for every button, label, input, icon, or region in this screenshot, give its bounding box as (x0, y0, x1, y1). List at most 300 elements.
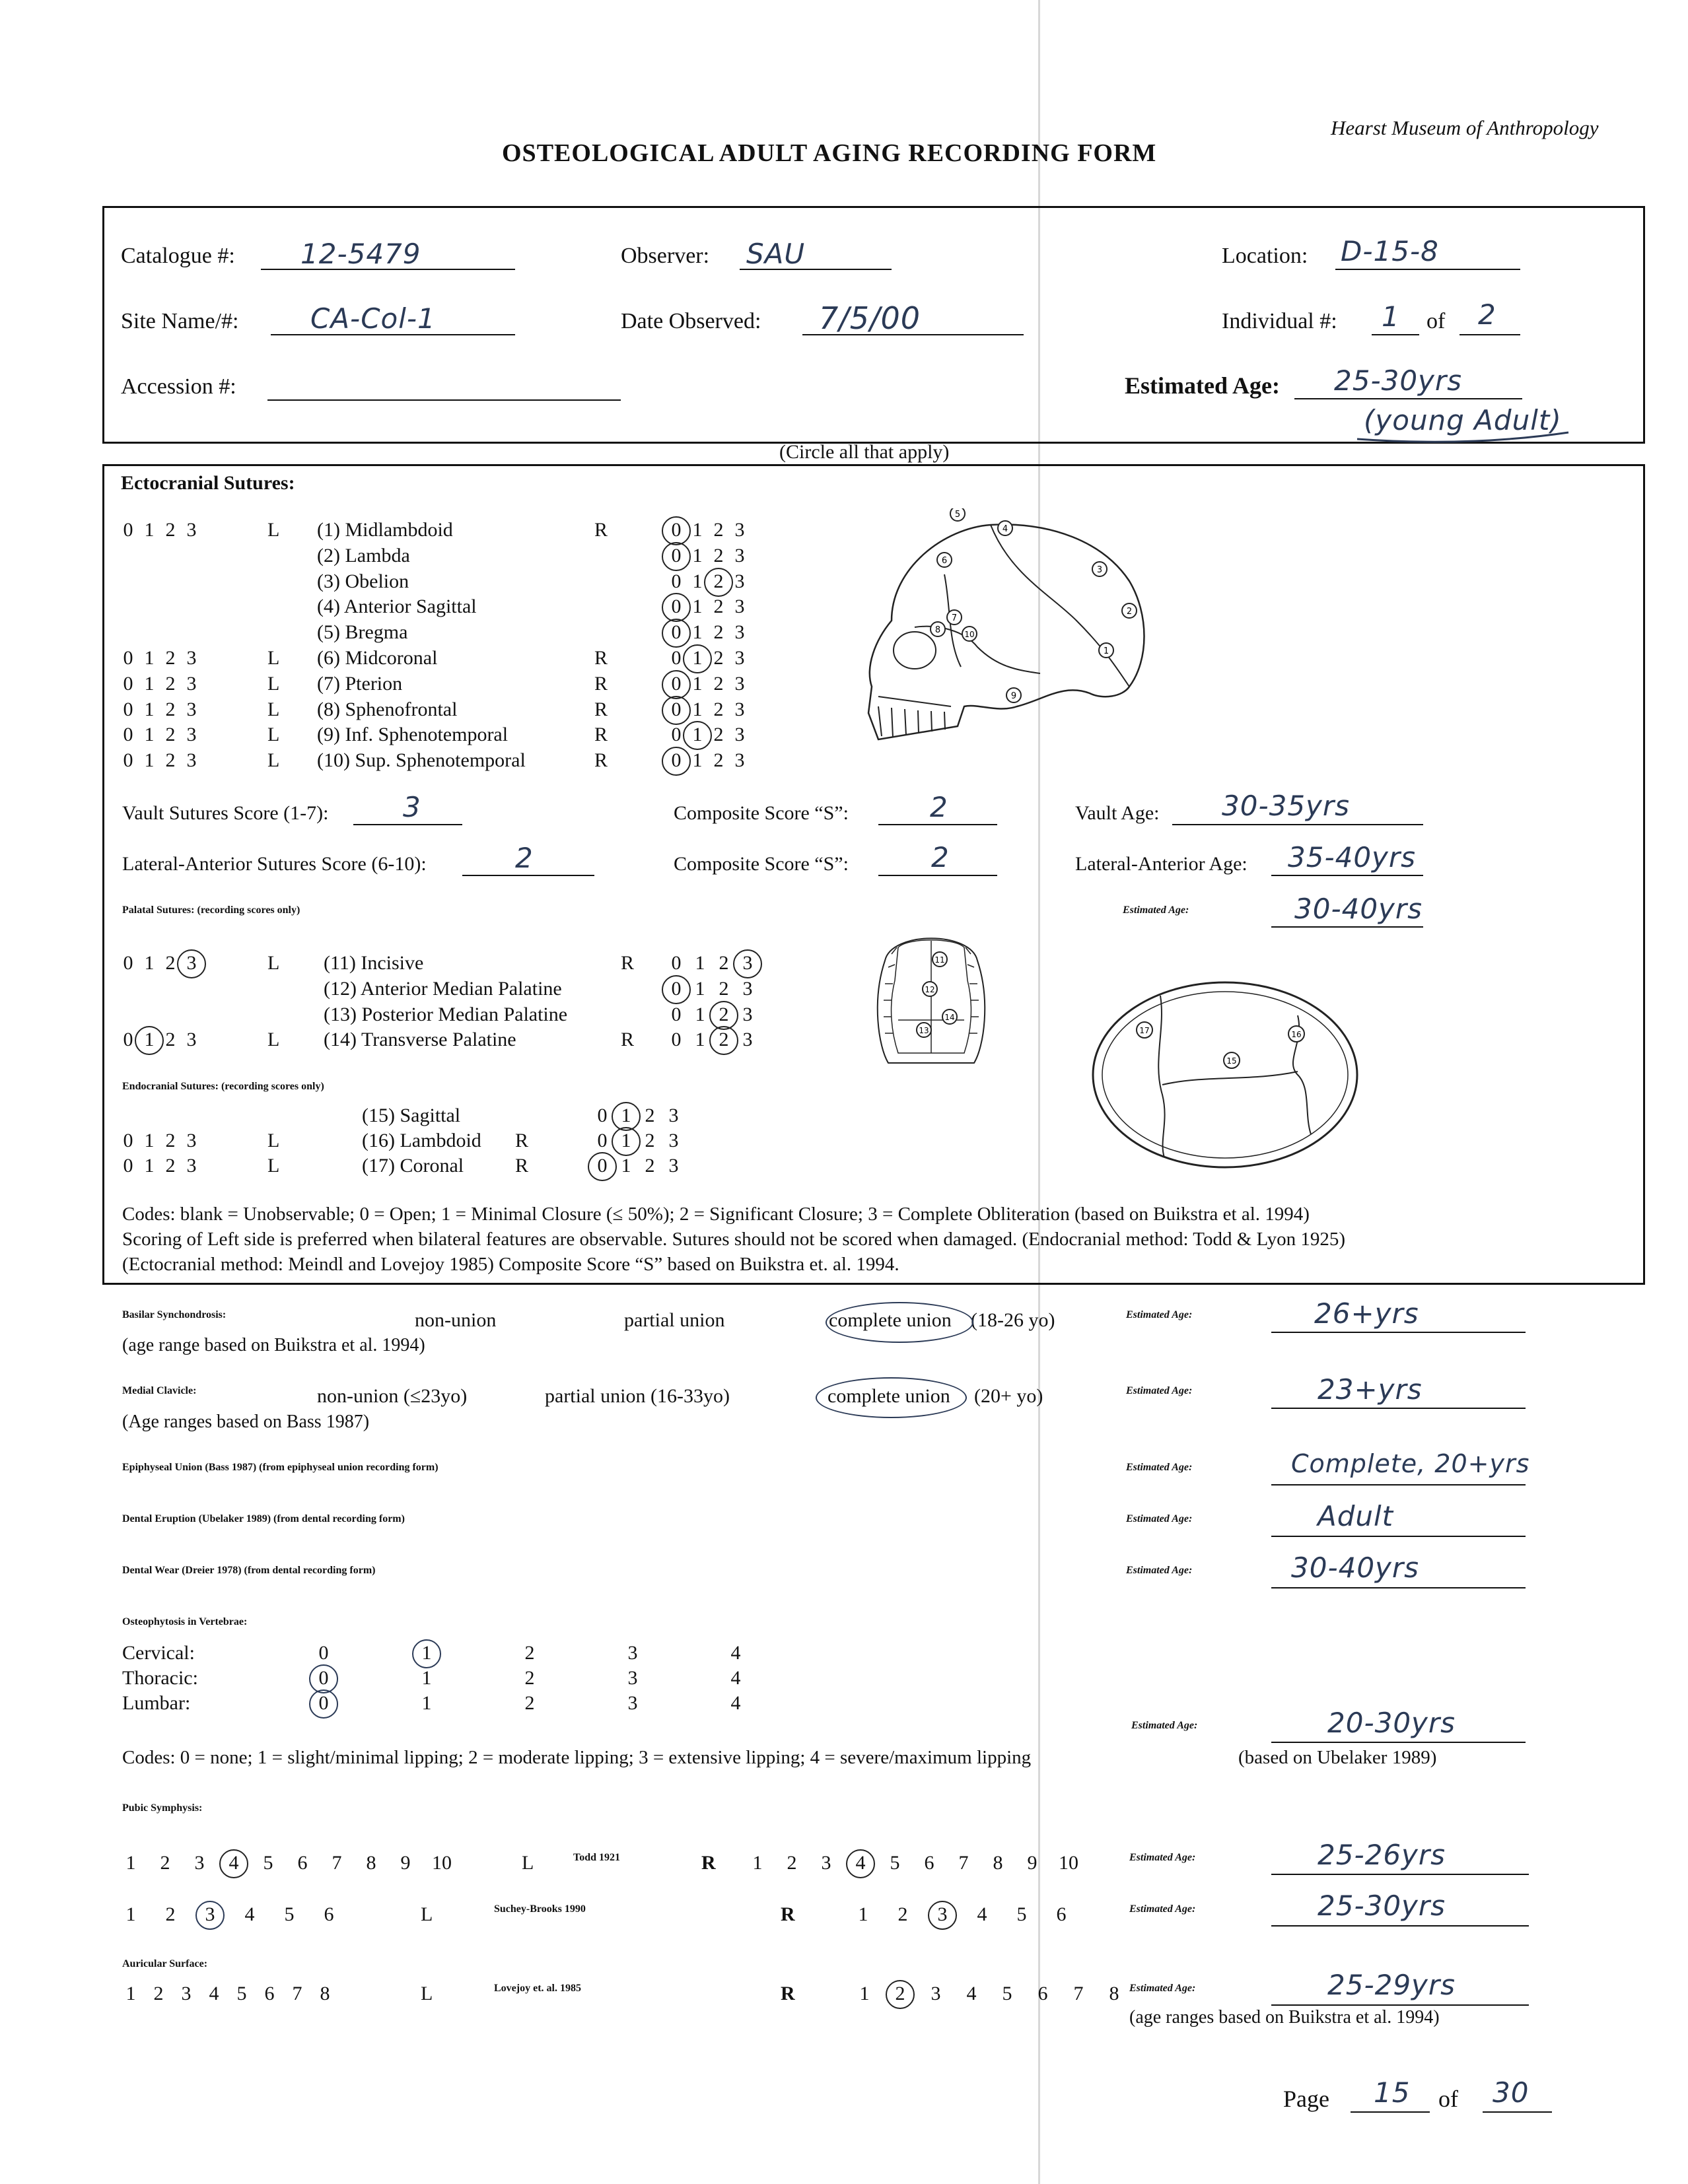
location-value: D-15-8 (1341, 235, 1439, 267)
skull-label-7: 7 (951, 613, 958, 623)
est-age-note-underline (1351, 399, 1588, 452)
palatal-11-right-score-1[interactable]: 1 (695, 952, 705, 974)
page-label: Page (1283, 2086, 1329, 2112)
lat-score-label: Lateral-Anterior Sutures Score (6-10): (122, 853, 427, 875)
sb-right-score-6[interactable]: 6 (1056, 1903, 1067, 1925)
osteo-lumbar-score-2[interactable]: 2 (524, 1692, 535, 1714)
basilar-opt-complete[interactable]: complete union (829, 1309, 952, 1331)
todd-left-score-8[interactable]: 8 (366, 1852, 376, 1874)
ecto-10-right-score-0[interactable]: 0 (671, 749, 682, 772)
ecto-9-left-marker: L (267, 724, 280, 746)
todd-left-score-1[interactable]: 1 (125, 1852, 136, 1874)
date-label: Date Observed: (621, 309, 761, 333)
endo-17-right-marker: R (515, 1155, 529, 1177)
osteo-lumbar-score-1[interactable]: 1 (421, 1692, 432, 1714)
osteo-cervical-score-2[interactable]: 2 (524, 1642, 535, 1664)
endo-16-left-score-1[interactable]: 1 (144, 1130, 155, 1151)
osteo-lumbar-score-3[interactable]: 3 (627, 1692, 638, 1714)
todd-left-score-4[interactable]: 4 (229, 1852, 239, 1874)
osteo-lumbar-score-4[interactable]: 4 (730, 1692, 741, 1714)
ecto-5-right-score-0[interactable]: 0 (671, 621, 682, 644)
endo-15-name: (15) Sagittal (362, 1105, 461, 1126)
osteo-cervical-score-4[interactable]: 4 (730, 1642, 741, 1664)
ecto-5-right-score-1[interactable]: 1 (692, 621, 703, 644)
ecto-6-right-marker: R (594, 647, 608, 669)
ecto-1-right-circle (662, 516, 691, 545)
eruption-label: Dental Eruption (Ubelaker 1989) (from dental recording form) (122, 1513, 405, 1524)
skull-label-1: 1 (1103, 646, 1109, 656)
palate-label-12: 12 (925, 985, 935, 994)
todd-left-score-7[interactable]: 7 (332, 1852, 342, 1874)
ecto-7-name: (7) Pterion (317, 672, 403, 695)
ecto-6-left-score-2[interactable]: 2 (165, 647, 176, 669)
ecto-1-right-score-3[interactable]: 3 (734, 519, 745, 541)
palatal-14-name: (14) Transverse Palatine (324, 1029, 516, 1051)
vault-label-17: 17 (1139, 1026, 1150, 1035)
composite1-label: Composite Score “S”: (674, 802, 849, 824)
palatal-13-right-score-2[interactable]: 2 (719, 1003, 729, 1025)
ecto-3-right-score-3[interactable]: 3 (734, 570, 745, 592)
clavicle-note: (Age ranges based on Bass 1987) (122, 1412, 370, 1432)
palatal-11-left-score-2[interactable]: 2 (165, 952, 176, 974)
ecto-10-right-circle (662, 747, 691, 776)
todd-right-score-9[interactable]: 9 (1027, 1852, 1037, 1874)
sb-est-field[interactable] (1271, 1925, 1529, 1927)
auricular-right-score-1[interactable]: 1 (859, 1983, 870, 2004)
todd-right-score-5[interactable]: 5 (890, 1852, 900, 1874)
palatal-12-right-score-2[interactable]: 2 (719, 977, 729, 1000)
wear-label: Dental Wear (Dreier 1978) (from dental recording form) (122, 1565, 376, 1576)
basilar-opt-nonunion[interactable]: non-union (415, 1309, 497, 1331)
ecto-9-right-score-3[interactable]: 3 (734, 724, 745, 746)
auricular-right-score-6[interactable]: 6 (1037, 1983, 1048, 2004)
palatal-12-name: (12) Anterior Median Palatine (324, 977, 562, 1000)
auricular-note: (age ranges based on Buikstra et al. 1994) (1129, 2007, 1440, 2028)
ecto-7-right-score-2[interactable]: 2 (713, 672, 724, 695)
palatal-14-left-score-0[interactable]: 0 (123, 1029, 133, 1051)
ecto-9-left-score-0[interactable]: 0 (123, 724, 133, 746)
vault-age-field[interactable] (1172, 824, 1423, 825)
ecto-8-left-score-3[interactable]: 3 (186, 698, 197, 720)
page-total-value: 30 (1493, 2076, 1530, 2109)
accession-label: Accession #: (121, 374, 236, 399)
ecto-8-right-score-1[interactable]: 1 (692, 698, 703, 720)
ecto-4-right-score-0[interactable]: 0 (671, 596, 682, 618)
auricular-left-score-4[interactable]: 4 (209, 1983, 219, 2004)
osteo-est-field[interactable] (1271, 1742, 1526, 1743)
ecto-5-right-score-3[interactable]: 3 (734, 621, 745, 644)
skull-label-10: 10 (964, 630, 975, 639)
composite1-field[interactable] (878, 824, 997, 825)
ecto-9-right-score-1[interactable]: 1 (692, 724, 703, 746)
individual-field[interactable] (1372, 334, 1419, 335)
palatal-11-name: (11) Incisive (324, 952, 424, 974)
ecto-10-name: (10) Sup. Sphenotemporal (317, 749, 526, 772)
ecto-10-right-marker: R (594, 749, 608, 772)
palatal-11-left-circle (177, 949, 206, 978)
clavicle-est-value: 23+yrs (1318, 1373, 1423, 1406)
individual-total-field[interactable] (1459, 334, 1520, 335)
basilar-est-field[interactable] (1271, 1332, 1526, 1333)
palatal-14-left-score-3[interactable]: 3 (186, 1029, 197, 1051)
ecto-6-right-score-0[interactable]: 0 (671, 647, 682, 669)
endo-17-right-score-1[interactable]: 1 (621, 1155, 631, 1177)
palatal-14-right-score-2[interactable]: 2 (719, 1029, 729, 1051)
ecto-10-left-score-2[interactable]: 2 (165, 749, 176, 772)
skull-label-3: 3 (1096, 565, 1103, 575)
ecto-10-left-score-3[interactable]: 3 (186, 749, 197, 772)
ecto-8-left-score-0[interactable]: 0 (123, 698, 133, 720)
ecto-1-left-score-2[interactable]: 2 (165, 519, 176, 541)
endo-16-right-marker: R (515, 1130, 529, 1151)
palatal-12-right-score-3[interactable]: 3 (742, 977, 753, 1000)
ecto-3-right-score-2[interactable]: 2 (713, 570, 724, 592)
ecto-7-left-score-0[interactable]: 0 (123, 672, 133, 695)
todd-left-score-10[interactable]: 10 (432, 1852, 452, 1874)
lat-score-value: 2 (515, 842, 534, 874)
lat-age-field[interactable] (1271, 875, 1423, 876)
ecto-2-right-score-2[interactable]: 2 (713, 544, 724, 566)
ecto-4-right-score-1[interactable]: 1 (692, 596, 703, 618)
sb-right-marker: R (781, 1903, 795, 1925)
todd-left-score-3[interactable]: 3 (194, 1852, 205, 1874)
sb-right-score-1[interactable]: 1 (858, 1903, 868, 1925)
endo-16-left-score-0[interactable]: 0 (123, 1130, 133, 1151)
palatal-14-right-score-3[interactable]: 3 (742, 1029, 753, 1051)
ecto-1-name: (1) Midlambdoid (317, 519, 453, 541)
ecto-9-left-score-2[interactable]: 2 (165, 724, 176, 746)
composite2-field[interactable] (878, 875, 997, 876)
endo-16-left-score-2[interactable]: 2 (165, 1130, 176, 1151)
ecto-6-right-score-3[interactable]: 3 (734, 647, 745, 669)
endo-16-right-score-0[interactable]: 0 (597, 1130, 608, 1151)
sb-label: Suchey-Brooks 1990 (494, 1903, 586, 1915)
endo-15-right-score-1[interactable]: 1 (621, 1105, 631, 1126)
sb-left-score-4[interactable]: 4 (244, 1903, 255, 1925)
osteo-cervical-score-3[interactable]: 3 (627, 1642, 638, 1664)
auricular-left-score-7[interactable]: 7 (292, 1983, 302, 2004)
ecto-1-left-score-1[interactable]: 1 (144, 519, 155, 541)
ecto-2-right-score-0[interactable]: 0 (671, 544, 682, 566)
ecto-8-right-score-0[interactable]: 0 (671, 698, 682, 720)
todd-right-score-10[interactable]: 10 (1059, 1852, 1078, 1874)
epiphyseal-label: Epiphyseal Union (Bass 1987) (from epiphyseal union recording form) (122, 1462, 439, 1473)
codes-line-3: (Ectocranial method: Meindl and Lovejoy 1985) Composite Score “S” based on Buikstra et. al. 1994. (122, 1254, 899, 1275)
ecto-5-name: (5) Bregma (317, 621, 408, 644)
epiphyseal-est-field[interactable] (1271, 1484, 1526, 1485)
clavicle-est-field[interactable] (1271, 1408, 1526, 1409)
endo-17-left-score-1[interactable]: 1 (144, 1155, 155, 1177)
todd-right-score-3[interactable]: 3 (821, 1852, 831, 1874)
palatal-11-left-score-0[interactable]: 0 (123, 952, 133, 974)
auricular-left-score-6[interactable]: 6 (264, 1983, 275, 2004)
ecto-5-right-score-2[interactable]: 2 (713, 621, 724, 644)
todd-right-score-4[interactable]: 4 (855, 1852, 866, 1874)
osteo-thoracic-score-4[interactable]: 4 (730, 1667, 741, 1689)
ecto-2-right-circle (662, 542, 691, 571)
todd-right-marker: R (701, 1852, 716, 1874)
todd-right-score-7[interactable]: 7 (958, 1852, 969, 1874)
sb-right-score-3[interactable]: 3 (937, 1903, 948, 1925)
ecto-7-left-score-2[interactable]: 2 (165, 672, 176, 695)
observer-value: SAU (746, 238, 806, 270)
ecto-3-name: (3) Obelion (317, 570, 409, 592)
ecto-10-left-score-1[interactable]: 1 (144, 749, 155, 772)
auricular-left-score-8[interactable]: 8 (320, 1983, 330, 2004)
palatal-11-left-marker: L (267, 952, 280, 974)
auricular-left-score-2[interactable]: 2 (153, 1983, 164, 2004)
ecto-10-left-score-0[interactable]: 0 (123, 749, 133, 772)
vault-score-label: Vault Sutures Score (1-7): (122, 802, 329, 824)
auricular-left-score-3[interactable]: 3 (181, 1983, 192, 2004)
ecto-9-left-score-3[interactable]: 3 (186, 724, 197, 746)
clavicle-opt-nonunion[interactable]: non-union (≤23yo) (317, 1385, 468, 1407)
endo-17-left-score-0[interactable]: 0 (123, 1155, 133, 1177)
page-field[interactable] (1351, 2111, 1430, 2113)
ecto-8-left-score-1[interactable]: 1 (144, 698, 155, 720)
ecto-2-right-score-3[interactable]: 3 (734, 544, 745, 566)
ecto-2-right-score-1[interactable]: 1 (692, 544, 703, 566)
palatal-11-right-circle (733, 949, 762, 978)
ecto-6-left-score-0[interactable]: 0 (123, 647, 133, 669)
palatal-14-right-score-0[interactable]: 0 (671, 1029, 682, 1051)
osteo-thoracic-score-2[interactable]: 2 (524, 1667, 535, 1689)
osteo-cervical-score-0[interactable]: 0 (318, 1642, 329, 1664)
palate-diagram (859, 921, 1004, 1073)
osteo-est-value: 20-30yrs (1327, 1707, 1456, 1739)
ecto-3-right-score-0[interactable]: 0 (671, 570, 682, 592)
est-age-value: 25-30yrs (1334, 364, 1463, 397)
sb-left-score-5[interactable]: 5 (284, 1903, 295, 1925)
todd-right-score-6[interactable]: 6 (924, 1852, 934, 1874)
endo-17-left-score-2[interactable]: 2 (165, 1155, 176, 1177)
individual-value: 1 (1382, 300, 1400, 333)
clavicle-selection-circle (816, 1377, 967, 1418)
ecto-7-right-circle (662, 670, 691, 699)
palatal-11-right-score-3[interactable]: 3 (742, 952, 753, 974)
ecto-10-right-score-1[interactable]: 1 (692, 749, 703, 772)
palatal-13-right-score-3[interactable]: 3 (742, 1003, 753, 1025)
ecto-10-right-score-2[interactable]: 2 (713, 749, 724, 772)
ecto-4-right-score-2[interactable]: 2 (713, 596, 724, 618)
vault-age-label: Vault Age: (1075, 802, 1160, 824)
ecto-7-right-score-0[interactable]: 0 (671, 672, 682, 695)
auricular-left-marker: L (421, 1983, 433, 2004)
todd-left-circle (219, 1849, 248, 1878)
endo-15-right-score-0[interactable]: 0 (597, 1105, 608, 1126)
clavicle-est-label: Estimated Age: (1126, 1385, 1193, 1396)
endo-16-right-score-3[interactable]: 3 (668, 1130, 679, 1151)
sb-right-score-5[interactable]: 5 (1016, 1903, 1027, 1925)
endo-15-right-score-2[interactable]: 2 (645, 1105, 655, 1126)
ecto-1-right-score-2[interactable]: 2 (713, 519, 724, 541)
todd-right-circle (846, 1849, 875, 1878)
todd-est-label: Estimated Age: (1129, 1852, 1196, 1863)
auricular-est-field[interactable] (1271, 2004, 1529, 2006)
ecto-heading: Ectocranial Sutures: (121, 472, 295, 494)
osteo-thoracic-score-0[interactable]: 0 (318, 1667, 329, 1689)
osteo-based: (based on Ubelaker 1989) (1238, 1747, 1437, 1768)
sb-left-marker: L (421, 1903, 433, 1925)
palate-label-13: 13 (919, 1026, 929, 1035)
endo-16-left-score-3[interactable]: 3 (186, 1130, 197, 1151)
todd-left-score-9[interactable]: 9 (400, 1852, 411, 1874)
ecto-6-right-score-2[interactable]: 2 (713, 647, 724, 669)
basilar-opt-partial[interactable]: partial union (624, 1309, 725, 1331)
endo-17-name: (17) Coronal (362, 1155, 464, 1177)
todd-label: Todd 1921 (573, 1852, 620, 1863)
auricular-right-score-3[interactable]: 3 (931, 1983, 941, 2004)
page-total-field[interactable] (1483, 2111, 1552, 2113)
eruption-est-value: Adult (1318, 1500, 1394, 1532)
palatal-14-right-score-1[interactable]: 1 (695, 1029, 705, 1051)
skull-lateral-diagram (852, 508, 1169, 746)
skull-label-4: 4 (1002, 524, 1008, 534)
palatal-13-right-score-0[interactable]: 0 (671, 1003, 682, 1025)
endo-17-right-score-0[interactable]: 0 (597, 1155, 608, 1177)
clavicle-opt-complete[interactable]: complete union (827, 1385, 950, 1407)
ecto-6-left-score-3[interactable]: 3 (186, 647, 197, 669)
endo-17-left-marker: L (267, 1155, 280, 1177)
lat-age-label: Lateral-Anterior Age: (1075, 853, 1248, 875)
ecto-9-right-score-2[interactable]: 2 (713, 724, 724, 746)
ecto-6-right-circle (683, 644, 712, 673)
palatal-11-left-score-3[interactable]: 3 (186, 952, 197, 974)
endo-17-left-score-3[interactable]: 3 (186, 1155, 197, 1177)
lat-score-field[interactable] (462, 875, 594, 876)
ecto-6-right-score-1[interactable]: 1 (692, 647, 703, 669)
auricular-left-score-1[interactable]: 1 (125, 1983, 136, 2004)
osteo-cervical-score-1[interactable]: 1 (421, 1642, 432, 1664)
palatal-11-left-score-1[interactable]: 1 (144, 952, 155, 974)
palatal-14-left-score-1[interactable]: 1 (144, 1029, 155, 1051)
palatal-11-right-score-0[interactable]: 0 (671, 952, 682, 974)
auricular-right-score-7[interactable]: 7 (1073, 1983, 1084, 2004)
palatal-13-right-score-1[interactable]: 1 (695, 1003, 705, 1025)
auricular-right-circle (886, 1980, 915, 2009)
endo-17-right-score-2[interactable]: 2 (645, 1155, 655, 1177)
clavicle-opt-partial[interactable]: partial union (16-33yo) (545, 1385, 730, 1407)
site-value: CA-Col-1 (310, 302, 436, 335)
ecto-8-right-score-3[interactable]: 3 (734, 698, 745, 720)
palatal-12-right-score-0[interactable]: 0 (671, 977, 682, 1000)
ecto-1-left-score-0[interactable]: 0 (123, 519, 133, 541)
auricular-right-score-2[interactable]: 2 (895, 1983, 905, 2004)
palatal-12-right-score-1[interactable]: 1 (695, 977, 705, 1000)
ecto-10-right-score-3[interactable]: 3 (734, 749, 745, 772)
vault-score-field[interactable] (353, 824, 462, 825)
sb-right-score-4[interactable]: 4 (977, 1903, 987, 1925)
clavicle-opt-range: (20+ yo) (974, 1385, 1043, 1407)
eruption-est-field[interactable] (1271, 1536, 1526, 1537)
sb-right-score-2[interactable]: 2 (897, 1903, 908, 1925)
codes-line-2: Scoring of Left side is preferred when bilateral features are observable. Sutures should not be scored when damaged. (Endocranial method: Todd & Lyon 1925) (122, 1229, 1346, 1250)
ecto-7-left-score-3[interactable]: 3 (186, 672, 197, 695)
osteo-thoracic-name: Thoracic: (122, 1667, 198, 1689)
skull-label-6: 6 (941, 556, 948, 566)
vault-label-15: 15 (1226, 1056, 1237, 1066)
endo-16-name: (16) Lambdoid (362, 1130, 481, 1151)
auricular-est-value: 25-29yrs (1327, 1969, 1456, 2001)
composite2-value: 2 (931, 841, 950, 873)
todd-left-score-6[interactable]: 6 (297, 1852, 308, 1874)
ecto-9-left-score-1[interactable]: 1 (144, 724, 155, 746)
auricular-right-score-5[interactable]: 5 (1002, 1983, 1012, 2004)
todd-right-score-2[interactable]: 2 (787, 1852, 797, 1874)
palatal-11-right-score-2[interactable]: 2 (719, 952, 729, 974)
endo-15-right-score-3[interactable]: 3 (668, 1105, 679, 1126)
ecto-5-right-circle (662, 619, 691, 648)
palatal-est-field[interactable] (1271, 926, 1423, 928)
ecto-3-right-score-1[interactable]: 1 (692, 570, 703, 592)
palatal-14-left-score-2[interactable]: 2 (165, 1029, 176, 1051)
pubic-heading: Pubic Symphysis: (122, 1802, 203, 1814)
vault-age-value: 30-35yrs (1222, 790, 1351, 822)
palatal-14-right-marker: R (621, 1029, 635, 1051)
ecto-7-right-score-1[interactable]: 1 (692, 672, 703, 695)
ecto-9-right-score-0[interactable]: 0 (671, 724, 682, 746)
wear-est-label: Estimated Age: (1126, 1565, 1193, 1576)
ecto-1-right-score-1[interactable]: 1 (692, 519, 703, 541)
auricular-right-score-4[interactable]: 4 (966, 1983, 977, 2004)
todd-left-score-5[interactable]: 5 (263, 1852, 273, 1874)
ecto-1-right-marker: R (594, 519, 608, 541)
endo-16-right-score-2[interactable]: 2 (645, 1130, 655, 1151)
osteo-thoracic-score-1[interactable]: 1 (421, 1667, 432, 1689)
sb-left-score-1[interactable]: 1 (125, 1903, 136, 1925)
endo-17-right-score-3[interactable]: 3 (668, 1155, 679, 1177)
palatal-13-name: (13) Posterior Median Palatine (324, 1003, 568, 1025)
todd-right-score-8[interactable]: 8 (993, 1852, 1003, 1874)
ecto-9-name: (9) Inf. Sphenotemporal (317, 724, 509, 746)
eruption-est-label: Estimated Age: (1126, 1513, 1193, 1524)
osteo-thoracic-score-3[interactable]: 3 (627, 1667, 638, 1689)
location-field[interactable] (1335, 269, 1520, 270)
ecto-7-right-marker: R (594, 672, 608, 695)
auricular-left-score-5[interactable]: 5 (236, 1983, 247, 2004)
sb-left-score-6[interactable]: 6 (324, 1903, 334, 1925)
ecto-1-left-score-3[interactable]: 3 (186, 519, 197, 541)
sb-left-circle (195, 1901, 225, 1930)
ecto-8-right-score-2[interactable]: 2 (713, 698, 724, 720)
todd-right-score-1[interactable]: 1 (752, 1852, 763, 1874)
basilar-est-label: Estimated Age: (1126, 1309, 1193, 1320)
endo-16-right-score-1[interactable]: 1 (621, 1130, 631, 1151)
todd-left-score-2[interactable]: 2 (160, 1852, 170, 1874)
ecto-1-right-score-0[interactable]: 0 (671, 519, 682, 541)
osteo-lumbar-score-0[interactable]: 0 (318, 1692, 329, 1714)
epiphyseal-est-value: Complete, 20+yrs (1291, 1449, 1530, 1478)
est-age-label: Estimated Age: (1125, 372, 1280, 399)
ecto-8-left-score-2[interactable]: 2 (165, 698, 176, 720)
auricular-heading: Auricular Surface: (122, 1958, 208, 1969)
wear-est-field[interactable] (1271, 1587, 1526, 1588)
todd-est-field[interactable] (1271, 1874, 1529, 1875)
todd-est-value: 25-26yrs (1318, 1839, 1446, 1871)
ecto-6-left-marker: L (267, 647, 280, 669)
auricular-right-score-8[interactable]: 8 (1109, 1983, 1119, 2004)
sb-left-score-2[interactable]: 2 (165, 1903, 176, 1925)
ecto-4-right-score-3[interactable]: 3 (734, 596, 745, 618)
ecto-7-right-score-3[interactable]: 3 (734, 672, 745, 695)
ecto-6-left-score-1[interactable]: 1 (144, 647, 155, 669)
sb-est-label: Estimated Age: (1129, 1903, 1196, 1915)
palatal-12-right-circle (662, 975, 691, 1004)
endo-16-right-circle (612, 1127, 641, 1156)
sb-left-score-3[interactable]: 3 (205, 1903, 215, 1925)
accession-field[interactable] (267, 399, 621, 401)
ecto-7-left-score-1[interactable]: 1 (144, 672, 155, 695)
